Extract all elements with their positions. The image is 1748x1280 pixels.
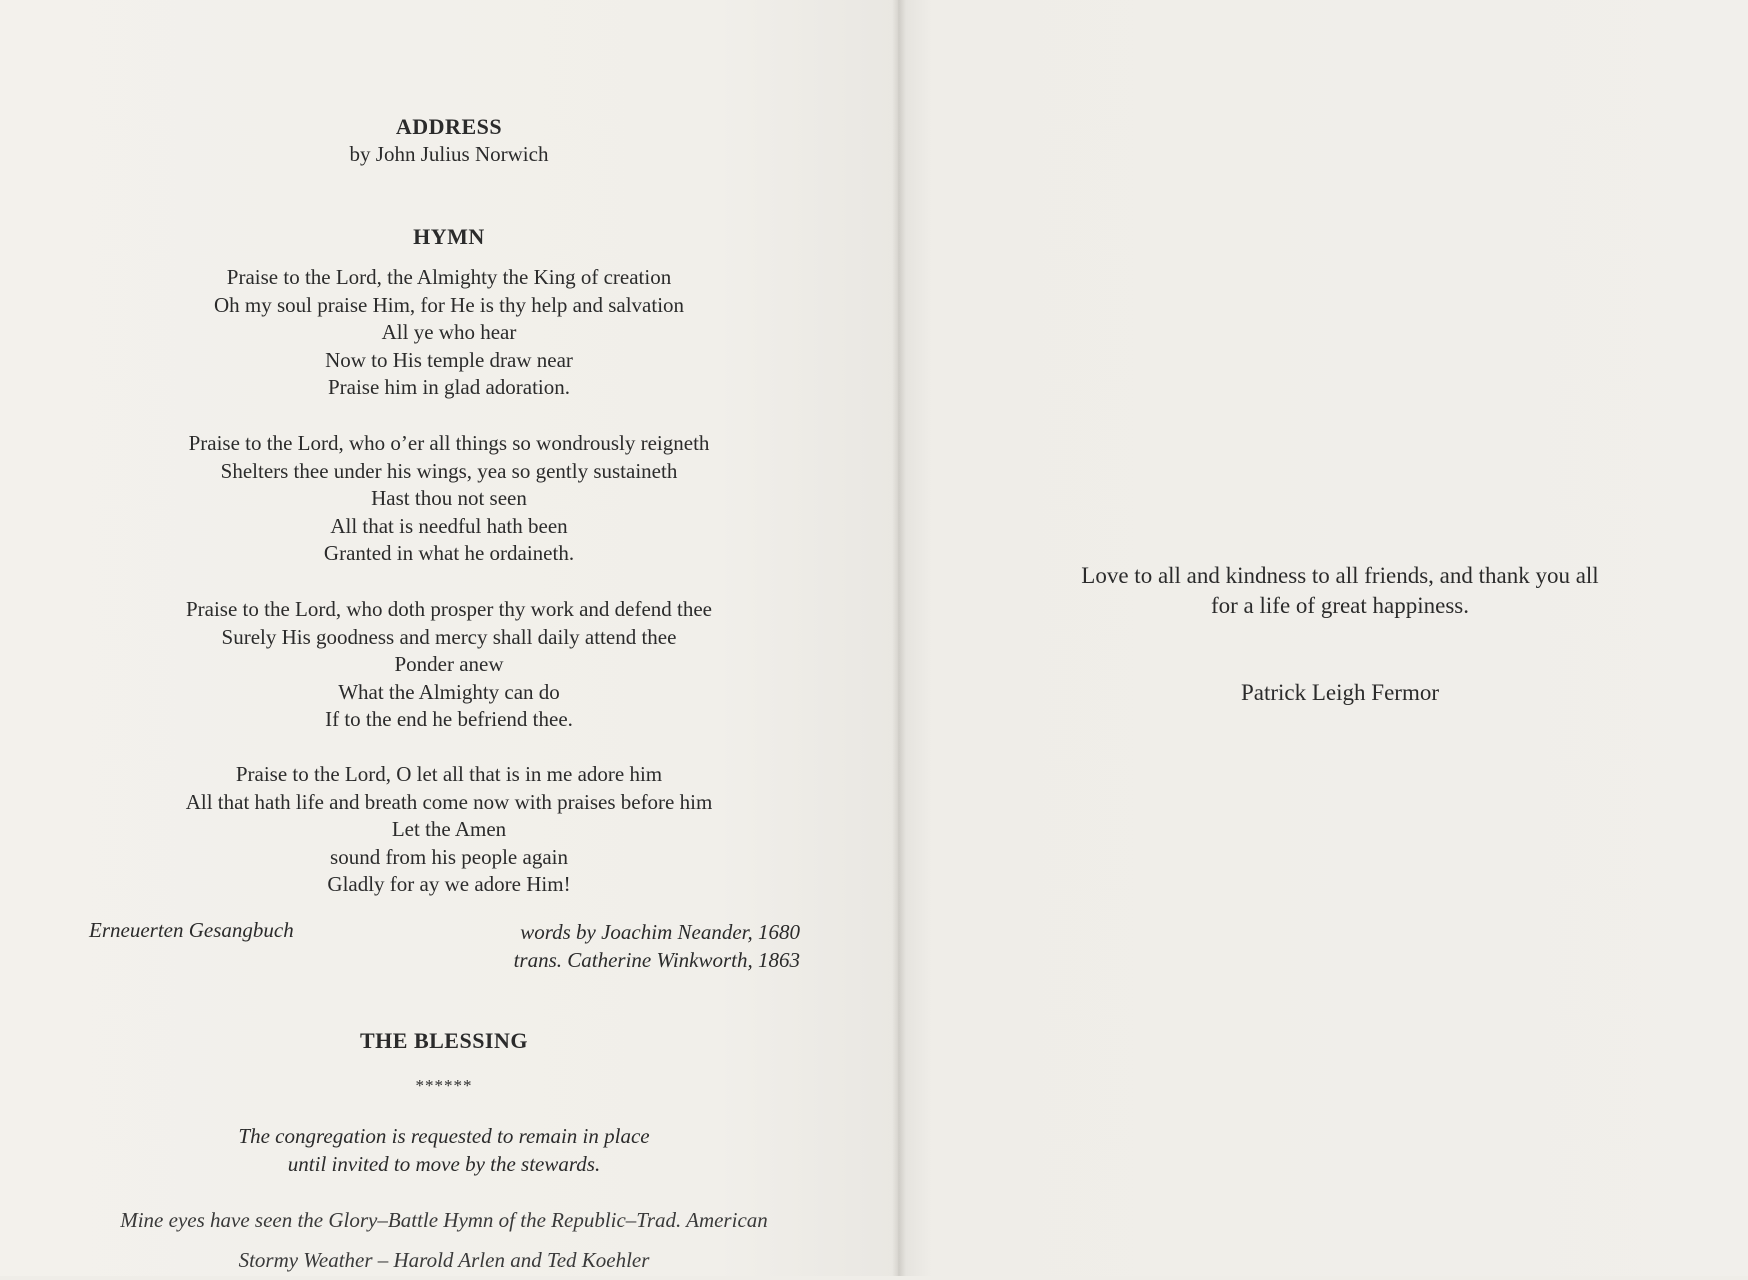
hymn-line: Ponder anew: [394, 652, 504, 677]
hymn-translation-credit: trans. Catherine Winkworth, 1863: [513, 948, 800, 972]
blessing-heading: THE BLESSING: [359, 1028, 528, 1053]
hymn-line: Gladly for ay we adore Him!: [327, 872, 571, 897]
signature: Patrick Leigh Fermor: [1240, 680, 1439, 705]
closing-music-list: [0, 1200, 888, 1280]
hymn-line: Shelters thee under his wings, yea so gently sustaineth: [220, 458, 678, 483]
hymn-line: Oh my soul praise Him, for He is thy help and salvation: [213, 292, 685, 317]
hymn-line: Praise him in glad adoration.: [327, 375, 571, 400]
hymn-line: Granted in what he ordaineth.: [323, 541, 575, 566]
hymn-heading: HYMN: [413, 224, 485, 249]
hymn-stanza: [0, 264, 898, 402]
quote-line: Love to all and kindness to all friends, and thank you all: [1081, 563, 1599, 588]
hymn-line: Praise to the Lord, who o’er all things so wondrously reigneth: [188, 431, 710, 455]
hymn-words-credit: words by Joachim Neander, 1680: [520, 920, 800, 944]
hymn-line: Hast thou not seen: [371, 486, 527, 511]
hymn-line: All that is needful hath been: [330, 513, 568, 538]
address-heading: ADDRESS: [395, 114, 503, 139]
hymn-stanza: [0, 430, 898, 568]
hymn-line: All that hath life and breath come now with praises before him: [185, 789, 713, 814]
hymn-line: sound from his people again: [330, 844, 568, 869]
hymn-source-credit: Erneuerten Gesangbuch: [89, 918, 294, 942]
notice-line: The congregation is requested to remain in place: [238, 1124, 650, 1148]
hymn-line: What the Almighty can do: [338, 679, 560, 704]
right-page: [898, 0, 1748, 1276]
hymn-stanza: [0, 596, 898, 734]
hymn-line: All ye who hear: [381, 320, 517, 345]
music-item: Mine eyes have seen the Glory–Battle Hymn of the Republic–Trad. American: [120, 1208, 768, 1232]
farewell-quote: [1000, 561, 1680, 621]
hymn-stanza: [0, 761, 898, 899]
section-separator: ******: [415, 1076, 473, 1095]
hymn-line: Now to His temple draw near: [325, 347, 573, 372]
hymn-line: Praise to the Lord, O let all that is in me adore him: [235, 762, 663, 786]
congregation-notice: [0, 1122, 888, 1178]
hymn-line: If to the end he befriend thee.: [325, 707, 573, 732]
quote-line: for a life of great happiness.: [1210, 593, 1469, 618]
hymn-line: Praise to the Lord, the Almighty the King of creation: [226, 265, 672, 289]
notice-line: until invited to move by the stewards.: [287, 1152, 601, 1176]
music-item: Stormy Weather – Harold Arlen and Ted Koehler: [238, 1248, 650, 1272]
address-byline: by John Julius Norwich: [349, 142, 549, 166]
hymn-line: Surely His goodness and mercy shall daily attend thee: [221, 624, 677, 649]
hymn-line: Praise to the Lord, who doth prosper thy work and defend thee: [185, 597, 713, 621]
hymn-line: Let the Amen: [391, 817, 507, 842]
